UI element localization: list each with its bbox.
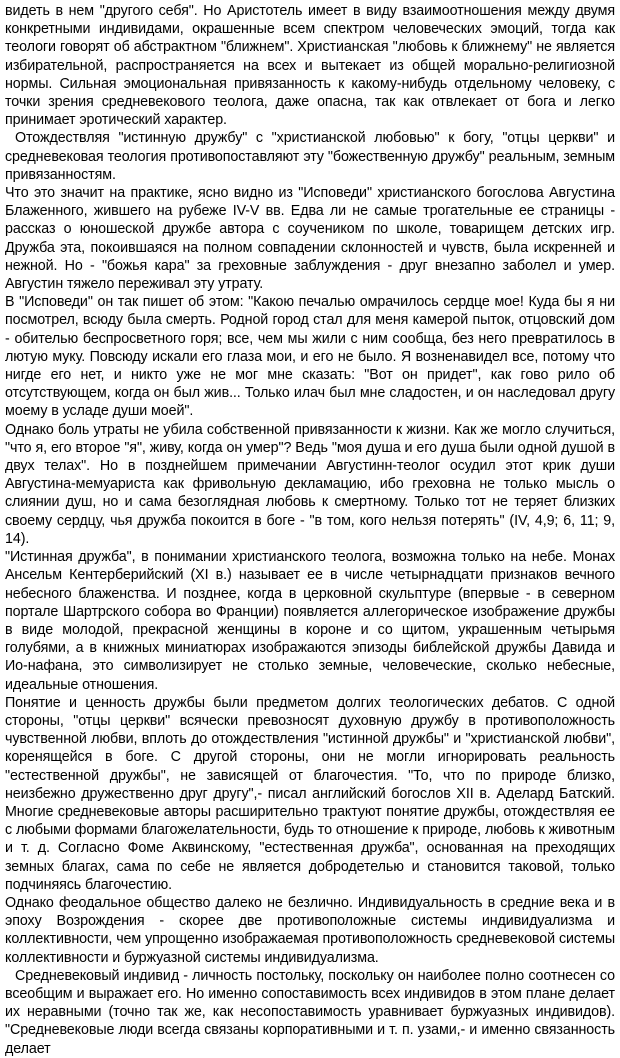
paragraph: Понятие и ценность дружбы были предметом долгих теологических дебатов. С одной стороны, "отцы церкви" всячески превозносят духовную дружбу в противоположность чувственной любви, вплоть до отождествления "истинной дружбы" и "христианской любви", коренящейся в боге. С другой стороны, они не могли игнорировать реальность "естественной дружбы", не зависящей от благочестия. "То, что по природе близко, неизбежно дружественно друг другу",- писал английский богослов XII в. Аделард Батский. Многие средневековые авторы расширительно трактуют понятие дружбы, отождествляя ее с любыми формами благожелательности, будь то отношение к природе, любовь к животным и т. д. Согласно Фоме Аквинскому, "естественная дружба", основанная на преходящих земных благах, сама по себе не является добродетелью и становится таковой, только подчиняясь благочестию. xyxy=(5,694,615,893)
paragraph: "Истинная дружба", в понимании христианского теолога, возможна только на небе. Монах Ансельм Кентерберийский (XI в.) называет ее в числе четырнадцати признаков вечного небесного блаженства. И позднее, когда в церковной скульптуре (впервые - в северном портале Шартрского собора во Франции) появляется аллегорическое изображение дружбы в виде молодой, прекрасной женщины в короне и со щитом, украшенным четырьмя голубями, а в книжных миниатюрах изображаются эпизоды библейской дружбы Давида и Ио-нафана, это символизирует не столько земные, человеческие, сколько небесные, идеальные отношения. xyxy=(5,549,615,693)
paragraph: Средневековый индивид - личность постольку, поскольку он наиболее полно соотнесен со всеобщим и выражает его. Но именно сопоставимость всех индивидов в этом плане делает их неравными (точно так же, как несопоставимость уравнивает буржуазных индивидов). "Средневековые люди всегда связаны корпоративными и т. п. узами,- и именно связанность делает xyxy=(5,967,615,1057)
paragraph: В "Исповеди" он так пишет об этом: "Какою печалью омрачилось сердце мое! Куда бы я ни посмотрел, всюду была смерть. Родной город стал для меня камерой пыток, отцовский дом - обителью беспросветного горя; все, чем мы жили с ним сообща, без него превратилось в лютую муку. Повсюду искали его глаза мои, и его не было. Я возненавидел все, потому что нигде его нет, и никто уже не мог мне сказать: "Вот он придет", как гово рило об отсутствующем, когда он был жив... Только илач был мне сладостен, и он наследовал другу моему в усладе души моей". xyxy=(5,294,615,420)
paragraph: Однако феодальное общество далеко не безлично. Индивидуальность в средние века и в эпоху Возрождения - скорее две противоположные системы индивидуализма и коллективности, чем упрощенно изображаемая противоположность средневековой системы коллективности и буржуазной системы индивидуализма. xyxy=(5,894,615,966)
paragraph: видеть в нем "другого себя". Но Аристотель имеет в виду взаимоотношения между двумя конкретными индивидами, окрашенные всем спектром человеческих эмоций, тогда как теологи говорят об абстрактном "ближнем". Христианская "любовь к ближнему" не является избирательной, распространяется на всех и вытекает из общей морально-религиозной нормы. Сильная эмоциональная привязанность к какому-нибудь отдельному человеку, с точки зрения средневекового теолога, даже опасна, так как отвлекает от бога и легко принимает эротический характер. xyxy=(5,3,615,129)
paragraph: Отождествляя "истинную дружбу" с "христианской любовью" к богу, "отцы церкви" и средневековая теология противопоставляют эту "божественную дружбу" реальным, земным привязанностям. xyxy=(5,130,615,183)
paragraph: Однако боль утраты не убила собственной привязанности к жизни. Как же могло случиться, "что я, его второе "я", живу, когда он умер"? Ведь "моя душа и его душа были одной душой в двух телах". Но в позднейшем примечании Августинн-теолог осудил этот крик души Августина-мемуариста как фривольную декламацию, ибо греховна не только мысль о слиянии душ, но и сама безоглядная любовь к смертному. Только тот не теряет близких своему сердцу, чья дружба покоится в боге - "в том, кого нельзя потерять" (IV, 4,9; 6, 11; 9, 14). xyxy=(5,421,615,547)
paragraph: Что это значит на практике, ясно видно из "Исповеди" христианского богослова Августина Блаженного, жившего на рубеже IV-V вв. Едва ли не самые трогательные ее страницы - рассказ о юношеской дружбе автора с соучеником по школе, товарищем детских игр. Дружба эта, покоившаяся на полном совпадении склонностей и чувств, была искренней и нежной. Но - "божья кара" за греховные заблуждения - друг внезапно заболел и умер. Августин тяжело переживал эту утрату. xyxy=(5,185,615,293)
document-page xyxy=(5,2,615,1058)
